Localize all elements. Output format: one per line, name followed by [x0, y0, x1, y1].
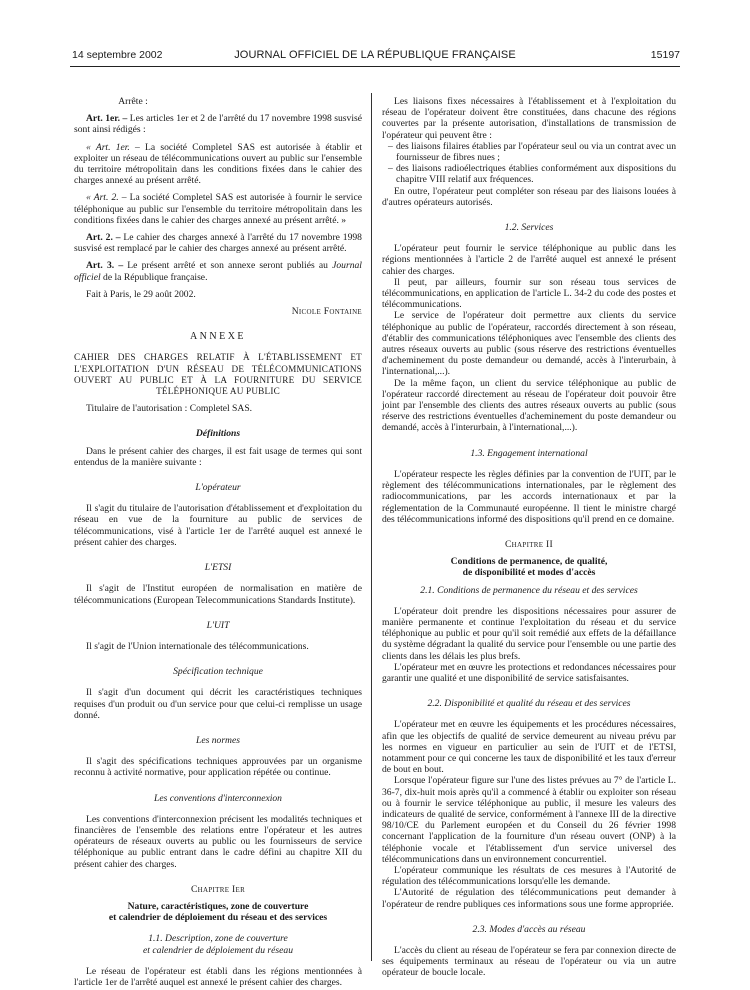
section-1-1-text: Le réseau de l'opérateur est établi dans les régions mentionnées à l'article 1er de l'arrêté auquel est annexé le présent cahier des charges.	[74, 965, 362, 988]
section-1-1-heading-line-1: 1.1. Description, zone de couverture	[148, 933, 288, 945]
section-2-2-heading: 2.2. Disponibilité et qualité du réseau et des services	[427, 698, 631, 710]
quote-article-1	[74, 142, 362, 187]
section-2-3-heading: 2.3. Modes d'accès au réseau	[472, 923, 586, 935]
section-2-1-paragraph: L'opérateur doit prendre les dispositions nécessaires pour assurer de manière permanente et continue l'exploitation du réseau et du service téléphonique au public et pour qu'il soit remédié aux effets de la défaillance du système dégradant la qualité du service pour l'ensemble ou une partie des clients dans les délais les plus brefs.	[382, 605, 676, 662]
section-1-2-paragraph: L'opérateur peut fournir le service téléphonique au public dans les régions mentionnées à l'article 2 de l'arrêté auquel est annexé le présent cahier des charges.	[382, 243, 676, 277]
signature: Nicole Fontaine	[291, 306, 362, 318]
definitions-intro: Dans le présent cahier des charges, il est fait usage de termes qui sont entendus de la manière suivante :	[74, 445, 362, 468]
operateur-heading: L'opérateur	[195, 482, 241, 494]
chapitre-1-title-line-1: Nature, caractéristiques, zone de couverture	[127, 900, 309, 912]
list-item-text: des liaisons radioélectriques établies conformément aux dispositions du chapitre VIII relatif aux fréquences.	[396, 163, 676, 186]
list-item-text: des liaisons filaires établies par l'opérateur seul ou via un contrat avec un fournisseur de fibres nues ;	[396, 140, 676, 164]
normes-text: Il s'agit des spécifications techniques approuvées par un organisme reconnu à activité normative, pour application répétée ou continue.	[74, 756, 362, 779]
article-2	[74, 232, 362, 254]
quote-article-2-label: « Art. 2. –	[86, 192, 127, 204]
article-2-label: Art. 2. –	[86, 232, 121, 244]
header-title: JOURNAL OFFICIEL DE LA RÉPUBLIQUE FRANÇAISE	[234, 49, 516, 61]
chapitre-1-title-line-2: et calendrier de déploiement du réseau et des services	[108, 912, 328, 924]
article-3-text-a: Le présent arrêté et son annexe seront publiés au	[127, 260, 328, 272]
etsi-text: Il s'agit de l'Institut européen de normalisation en matière de télécommunications (European Telecommunications Standards Institute).	[74, 583, 362, 606]
section-2-2-paragraph: L'Autorité de régulation des télécommunications peut demander à l'opérateur de rendre publiques ces informations sous une forme appropriée.	[382, 887, 676, 910]
section-1-2-paragraph: Le service de l'opérateur doit permettre aux clients du service téléphonique au public de l'opérateur, raccordés directement à son réseau, d'établir des communications téléphoniques avec l'ensemble des clients des autres réseaux ouverts au public (sous réserve des restrictions éventuelles d'acheminement du poste demandeur ou demandé, accès à l'interurbain, à l'international,...).	[382, 310, 676, 378]
section-2-2-paragraph: L'opérateur met en œuvre les équipements et les procédures nécessaires, afin que les objectifs de qualité de service demeurent au niveau prévu par les normes en vigueur en particulier au sein de l'UIT et de l'ETSI, notamment pour ce qui concerne les taux de disponibilité et les taux d'erreur de bout en bout.	[382, 719, 676, 776]
article-1	[74, 113, 362, 135]
conventions-heading: Les conventions d'interconnexion	[154, 792, 282, 804]
specification-heading: Spécification technique	[173, 666, 263, 678]
header-date: 14 septembre 2002	[72, 49, 163, 61]
section-1-3-heading: 1.3. Engagement international	[470, 447, 588, 459]
article-2-text: Le cahier des charges annexé à l'arrêté du 17 novembre 1998 susvisé est remplacé par le cahier des charges annexé au présent arrêté.	[74, 232, 362, 255]
uit-heading: L'UIT	[206, 619, 230, 631]
specification-text: Il s'agit d'un document qui décrit les caractéristiques techniques requises d'un produit ou d'un service pour que celui-ci remplisse un usage donné.	[74, 687, 362, 721]
chapitre-1-label: Chapitre Ier	[190, 883, 246, 895]
definitions-heading: Définitions	[195, 428, 241, 440]
quote-article-1-label: « Art. 1er. –	[86, 141, 140, 153]
section-1-2-paragraph: Il peut, par ailleurs, fournir sur son réseau tous services de télécommunications, en application de l'article L. 34-2 du code des postes et télécommunications.	[382, 276, 676, 311]
conventions-text: Les conventions d'interconnexion précisent les modalités techniques et financières de l'ensemble des relations entre l'opérateur et les autres opérateurs de réseaux ouverts au public ou les fournisseurs de service téléphonique au public entrant dans le cadre défini au chapitre XII du présent cahier des charges.	[74, 813, 362, 870]
liaisons-fixes-paragraph: Les liaisons fixes nécessaires à l'établissement et à l'exploitation du réseau de l'opérateur doivent être constituées, dans chacune des régions couvertes par la présente autorisation, d'installations de transmission de l'opérateur qui peuvent être :	[382, 96, 676, 141]
quote-article-2	[74, 192, 362, 226]
left-column	[74, 96, 362, 988]
arrete-heading: Arrête :	[118, 96, 148, 107]
section-1-2-paragraph: De la même façon, un client du service téléphonique au public de l'opérateur raccordé directement au réseau de l'opérateur doit pouvoir être joint par l'ensemble des clients des autres réseaux ouverts au public (sous réserve des restrictions éventuelles d'acheminement du poste demandeur ou demandé, accès à l'interurbain, à l'international,...).	[382, 377, 676, 434]
header-rule	[70, 66, 680, 67]
article-3-text-b: de la République française.	[103, 271, 208, 283]
normes-heading: Les normes	[196, 734, 240, 746]
column-divider	[371, 93, 372, 961]
liaisons-louees-paragraph: En outre, l'opérateur peut compléter son réseau par des liaisons louées à d'autres opérateurs autorisés.	[382, 185, 676, 208]
uit-text: Il s'agit de l'Union internationale des télécommunications.	[86, 640, 309, 652]
quote-article-2-text: La société Completel SAS est autorisée à fournir le service téléphonique au public sur l'ensemble du territoire métropolitain dans les conditions fixées dans le cahier des charges annexé au présent arrêté. »	[74, 192, 362, 226]
list-item: – des liaisons filaires établies par l'opérateur seul ou via un contrat avec un fournisseur de fibres nues ;	[388, 140, 676, 164]
section-2-2-paragraph: L'opérateur communique les résultats de ces mesures à l'Autorité de régulation des télécommunications lorsqu'elle les demande.	[382, 864, 676, 888]
article-3	[74, 260, 362, 282]
chapitre-2-label: Chapitre II	[504, 538, 554, 550]
quote-article-1-text: La société Completel SAS est autorisée à établir et exploiter un réseau de télécommunications ouvert au public sur l'ensemble du territoire métropolitain dans les conditions fixées dans le cahier des charges annexé au présent arrêté.	[74, 141, 362, 187]
article-3-journal: Journal officiel	[74, 260, 362, 283]
header-page-number: 15197	[650, 49, 680, 61]
section-1-2-heading: 1.2. Services	[504, 222, 554, 234]
article-1-label: Art. 1er. –	[86, 113, 128, 125]
chapitre-2-title-line-1: Conditions de permanence, de qualité,	[450, 556, 608, 568]
section-2-1-paragraph: L'opérateur met en œuvre les protections et redondances nécessaires pour garantir une qualité et une disponibilité de service satisfaisantes.	[382, 661, 676, 684]
section-2-2-paragraph: Lorsque l'opérateur figure sur l'une des listes prévues au 7° de l'article L. 36-7, dix-huit mois après qu'il a commencé à établir ou exploiter son réseau ou à fournir le service téléphonique au public, il mesure les valeurs des indicateurs de qualité de service, conformément à l'annexe III de la directive 98/10/CE du Parlement européen et du Conseil du 26 février 1998 concernant l'application de la fourniture d'un réseau ouvert (ONP) à la téléphonie vocale et l'établissement d'un service universel des télécommunications dans un environnement concurrentiel.	[382, 775, 676, 865]
section-1-3-paragraph: L'opérateur respecte les règles définies par la convention de l'UIT, par le règlement des télécommunications internationales, par le règlement des radiocommunications, par les accords internationaux et par la réglementation de la Communauté européenne. Il tient le ministre chargé des télécommunications informé des dispositions qu'il prend en ce domaine.	[382, 468, 676, 525]
section-2-3-paragraph: L'accès du client au réseau de l'opérateur se fera par connexion directe de ses équipements terminaux au réseau de l'opérateur ou via un autre opérateur de boucle locale.	[382, 945, 676, 979]
etsi-heading: L'ETSI	[204, 562, 232, 574]
operateur-text: Il s'agit du titulaire de l'autorisation d'établissement et d'exploitation du réseau en vue de la fourniture au public de services de télécommunications, visé à l'article 1er de l'arrêté auquel est annexé le présent cahier des charges.	[74, 503, 362, 548]
section-2-1-heading: 2.1. Conditions de permanence du réseau et des services	[420, 584, 638, 596]
right-column	[382, 96, 676, 979]
list-item: – des liaisons radioélectriques établies conformément aux dispositions du chapitre VIII relatif aux fréquences.	[388, 163, 676, 186]
section-1-1-heading-line-2: et calendrier de déploiement du réseau	[143, 944, 293, 956]
article-3-label: Art. 3. –	[86, 260, 124, 272]
fait-a-paris: Fait à Paris, le 29 août 2002.	[86, 288, 196, 300]
annexe-heading: ANNEXE	[189, 331, 247, 343]
titulaire: Titulaire de l'autorisation : Completel SAS.	[86, 403, 253, 415]
article-1-text: Les articles 1er et 2 de l'arrêté du 17 novembre 1998 susvisé sont ainsi rédigés :	[74, 113, 362, 136]
chapitre-2-title-line-2: de disponibilité et modes d'accès	[462, 567, 596, 579]
cahier-title: CAHIER DES CHARGES RELATIF À L'ÉTABLISSEMENT ET L'EXPLOITATION D'UN RÉSEAU DE TÉLÉCOMMUNICATIONS OUVERT AU PUBLIC ET À LA FOURNITURE DU SERVICE TÉLÉPHONIQUE AU PUBLIC	[74, 352, 362, 397]
